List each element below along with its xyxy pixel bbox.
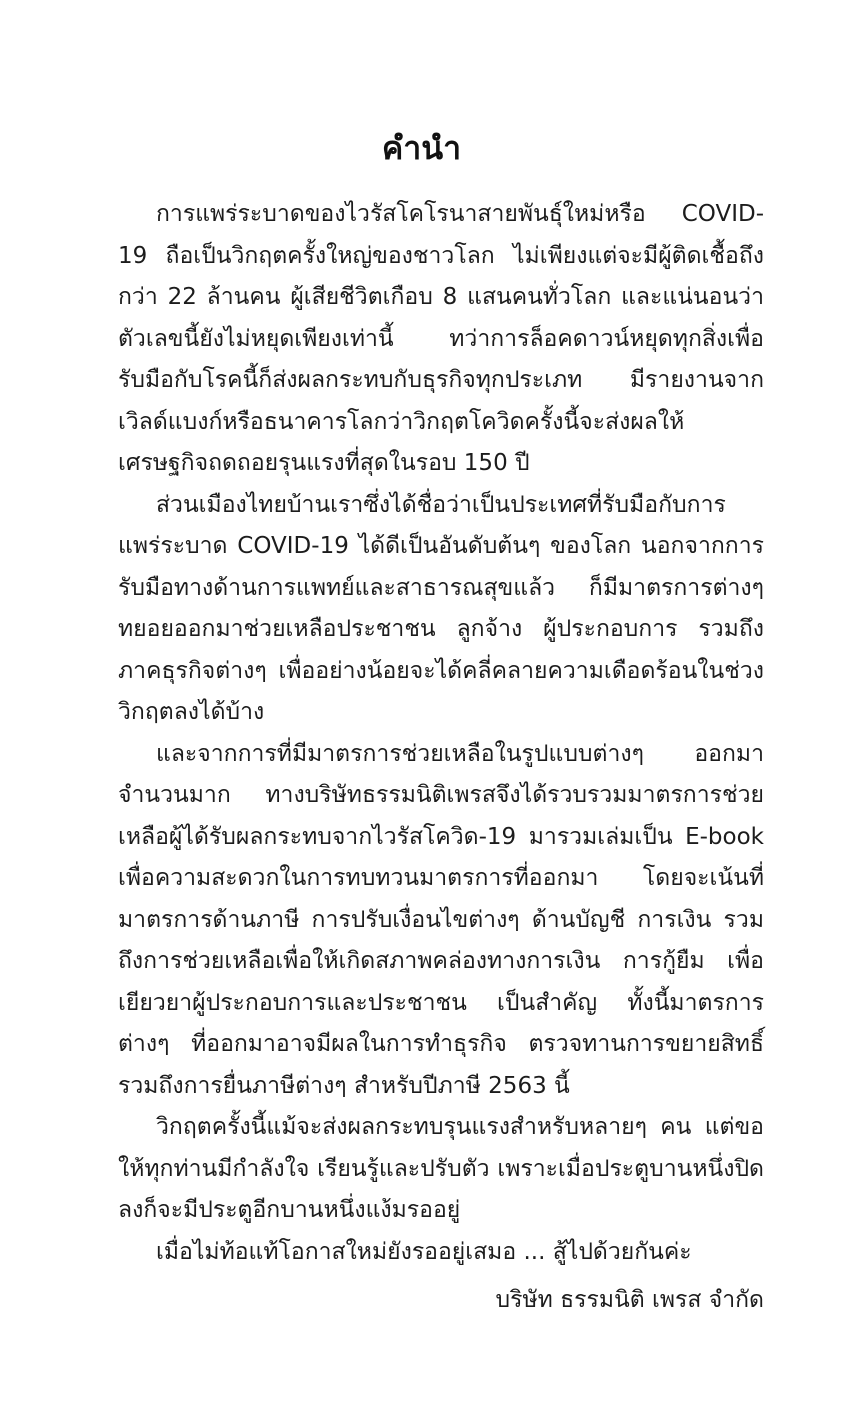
paragraph-2: ส่วนเมืองไทยบ้านเราซึ่งได้ชื่อว่าเป็นประเทศที่รับมือกับการแพร่ระบาด COVID-19 ได้ดีเป็นอันดับต้นๆ ของโลก นอกจากการรับมือทางด้านการแพทย์และสาธารณสุขแล้ว ก็มีมาตรการต่างๆ ทยอยออกมาช่วยเหลือประชาชน ลูกจ้าง ผู้ประกอบการ รวมถึงภาคธุรกิจต่างๆ เพื่ออย่างน้อยจะได้คลี่คลายความเดือดร้อนในช่วงวิกฤตลงได้บ้าง <box>118 491 764 725</box>
page-title: คำนำ <box>381 129 462 167</box>
paragraph-1: การแพร่ระบาดของไวรัสโคโรนาสายพันธุ์ใหม่หรือ COVID-19 ถือเป็นวิกฤตครั้งใหญ่ของชาวโลก ไม่เพียงแต่จะมีผู้ติดเชื้อถึงกว่า 22 ล้านคน ผู้เสียชีวิตเกือบ 8 แสนคนทั่วโลก และแน่นอนว่าตัวเลขนี้ยังไม่หยุดเพียงเท่านี้ ทว่าการล็อคดาวน์หยุดทุกสิ่งเพื่อรับมือกับโรคนี้ก็ส่งผลกระทบกับธุรกิจทุกประเภท มีรายงานจากเวิลด์แบงก์หรือธนาคารโลกว่าวิกฤตโควิดครั้งนี้จะส่งผลให้เศรษฐกิจถดถอยรุนแรงที่สุดในรอบ 150 ปี <box>118 201 764 476</box>
preface-body <box>118 194 764 1273</box>
paragraph-3: และจากการที่มีมาตรการช่วยเหลือในรูปแบบต่างๆ ออกมาจำนวนมาก ทางบริษัทธรรมนิติเพรสจึงได้รวบรวมมาตรการช่วยเหลือผู้ได้รับผลกระทบจากไวรัสโควิด-19 มารวมเล่มเป็น E-book เพื่อความสะดวกในการทบทวนมาตรการที่ออกมา โดยจะเน้นที่มาตรการด้านภาษี การปรับเงื่อนไขต่างๆ ด้านบัญชี การเงิน รวมถึงการช่วยเหลือเพื่อให้เกิดสภาพคล่องทางการเงิน การกู้ยืม เพื่อเยียวยาผู้ประกอบการและประชาชน เป็นสำคัญ ทั้งนี้มาตรการต่างๆ ที่ออกมาอาจมีผลในการทำธุรกิจ ตรวจทานการขยายสิทธิ์ รวมถึงการยื่นภาษีต่างๆ สำหรับปีภาษี 2563 นี้ <box>118 740 764 1099</box>
paragraph-4: วิกฤตครั้งนี้แม้จะส่งผลกระทบรุนแรงสำหรับหลายๆ คน แต่ขอให้ทุกท่านมีกำลังใจ เรียนรู้และปรับตัว เพราะเมื่อประตูบานหนึ่งปิดลงก็จะมีประตูอีกบานหนึ่งแง้มรออยู่ <box>118 1114 764 1223</box>
signature: บริษัท ธรรมนิติ เพรส จำกัด <box>495 1287 764 1313</box>
paragraph-5: เมื่อไม่ท้อแท้โอกาสใหม่ยังรออยู่เสมอ ... สู้ไปด้วยกันค่ะ <box>156 1238 692 1265</box>
